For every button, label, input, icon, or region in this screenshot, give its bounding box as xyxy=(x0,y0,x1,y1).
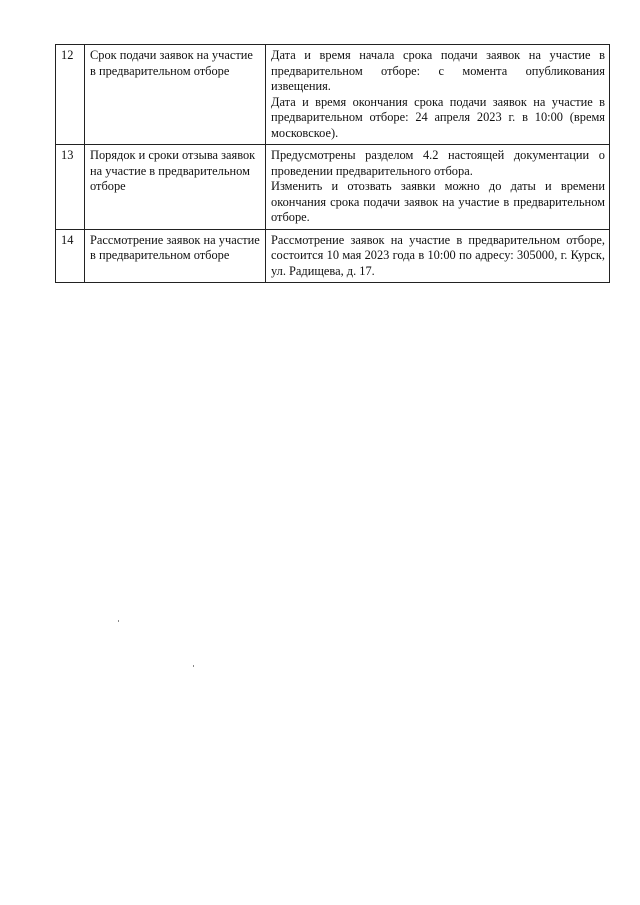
scan-speck xyxy=(118,620,119,622)
description-paragraph: Дата и время начала срока подачи заявок на участие в предварительном отборе: с момента опубликования извещения. xyxy=(271,48,605,93)
table-row xyxy=(56,145,610,230)
row-title: Порядок и сроки отзыва заявок на участие в предварительном отборе xyxy=(85,145,266,230)
row-title: Срок подачи заявок на участие в предварительном отборе xyxy=(85,45,266,145)
row-number: 13 xyxy=(56,145,85,230)
row-title: Рассмотрение заявок на участие в предварительном отборе xyxy=(85,229,266,283)
row-description xyxy=(266,145,610,230)
procurement-info-table xyxy=(55,44,610,283)
table-row xyxy=(56,45,610,145)
row-description xyxy=(266,229,610,283)
description-paragraph: Дата и время окончания срока подачи заявок на участие в предварительном отборе: 24 апреля 2023 г. в 10:00 (время московское). xyxy=(271,94,605,140)
description-paragraph: Предусмотрены разделом 4.2 настоящей документации о проведении предварительного отбора. xyxy=(271,148,605,178)
row-description xyxy=(266,45,610,145)
description-paragraph: Рассмотрение заявок на участие в предварительном отборе, состоится 10 мая 2023 года в 10:00 по адресу: 305000, г. Курск, ул. Радищева, д. 17. xyxy=(271,232,605,278)
description-paragraph: Изменить и отозвать заявки можно до даты и времени окончания срока подачи заявок на участие в предварительном отборе. xyxy=(271,179,605,224)
scan-speck xyxy=(193,665,194,667)
row-number: 12 xyxy=(56,45,85,145)
row-number: 14 xyxy=(56,229,85,283)
table-row xyxy=(56,229,610,283)
